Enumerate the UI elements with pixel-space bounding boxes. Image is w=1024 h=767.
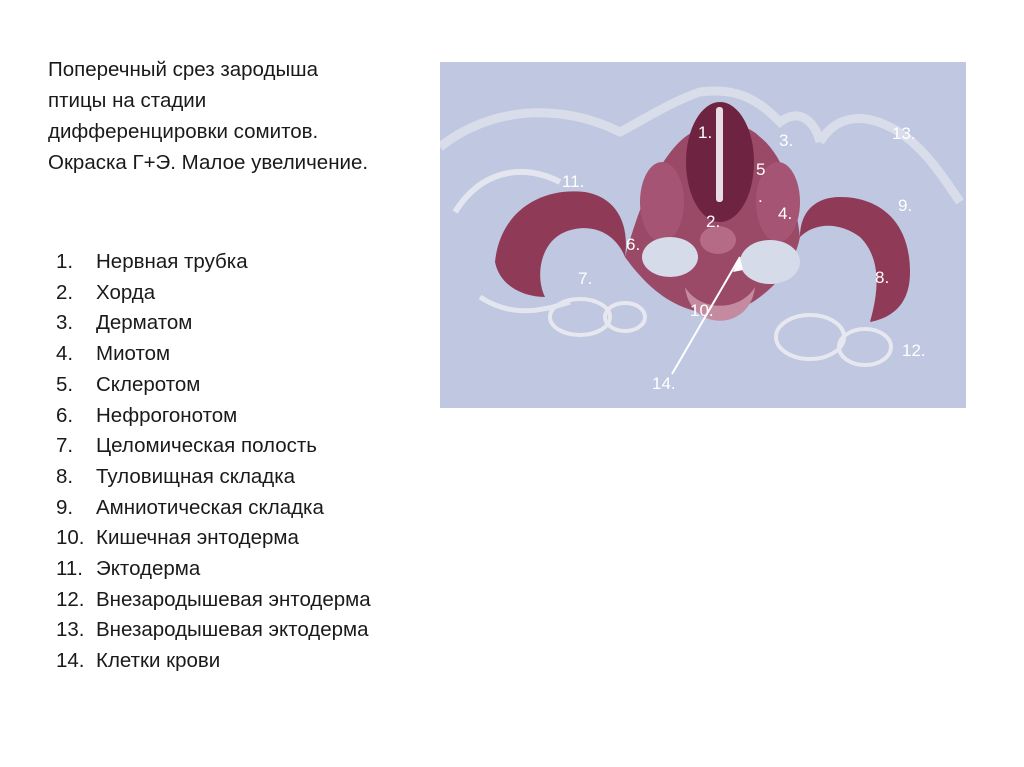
legend-item: 8. Туловищная складка	[56, 464, 296, 488]
micrograph	[440, 62, 966, 408]
micrograph-drawing	[440, 62, 966, 408]
label-4: 4.	[778, 204, 793, 223]
label-5-dot: .	[758, 187, 763, 206]
legend-item: 5. Склеротом	[56, 372, 201, 396]
legend-list	[56, 247, 371, 677]
legend-item: 6. Нефрогонотом	[56, 403, 238, 427]
legend-item: 10. Кишечная энтодерма	[56, 526, 299, 550]
label-5: 5	[756, 160, 766, 179]
title-line: Поперечный срез зародыша	[48, 58, 319, 81]
label-3: 3.	[779, 131, 794, 150]
coelom-right	[740, 240, 800, 284]
slide-title	[48, 54, 428, 178]
legend-item: 9. Амниотическая складка	[56, 495, 324, 519]
coelom-left	[642, 237, 698, 277]
legend-item: 7. Целомическая полость	[56, 434, 317, 458]
label-9: 9.	[898, 196, 913, 215]
label-12: 12.	[902, 341, 926, 360]
legend-item: 13. Внезародышевая эктодерма	[56, 618, 369, 642]
legend-item: 1. Нервная трубка	[56, 250, 248, 273]
title-line: Окраска Г+Э. Малое увеличение.	[48, 151, 369, 174]
legend-item: 11. Эктодерма	[56, 557, 201, 581]
label-6: 6.	[626, 235, 641, 254]
label-2: 2.	[706, 212, 721, 231]
title-line: дифференцировки сомитов.	[48, 120, 319, 143]
label-1: 1.	[698, 123, 713, 142]
legend-item: 2. Хорда	[56, 280, 156, 304]
legend-item: 12. Внезародышевая энтодерма	[56, 587, 371, 611]
somite-left	[640, 162, 684, 242]
neural-canal	[716, 107, 723, 202]
legend-item: 3. Дерматом	[56, 311, 193, 335]
label-11: 11.	[562, 172, 585, 191]
label-7: 7.	[578, 269, 593, 288]
label-10: 10.	[690, 301, 714, 320]
label-13: 13.	[892, 124, 916, 143]
label-14: 14.	[652, 374, 676, 393]
label-8: 8.	[875, 268, 890, 287]
title-line: птицы на стадии	[48, 89, 207, 112]
legend-item: 14. Клетки крови	[56, 649, 221, 673]
legend-item: 4. Миотом	[56, 342, 171, 366]
